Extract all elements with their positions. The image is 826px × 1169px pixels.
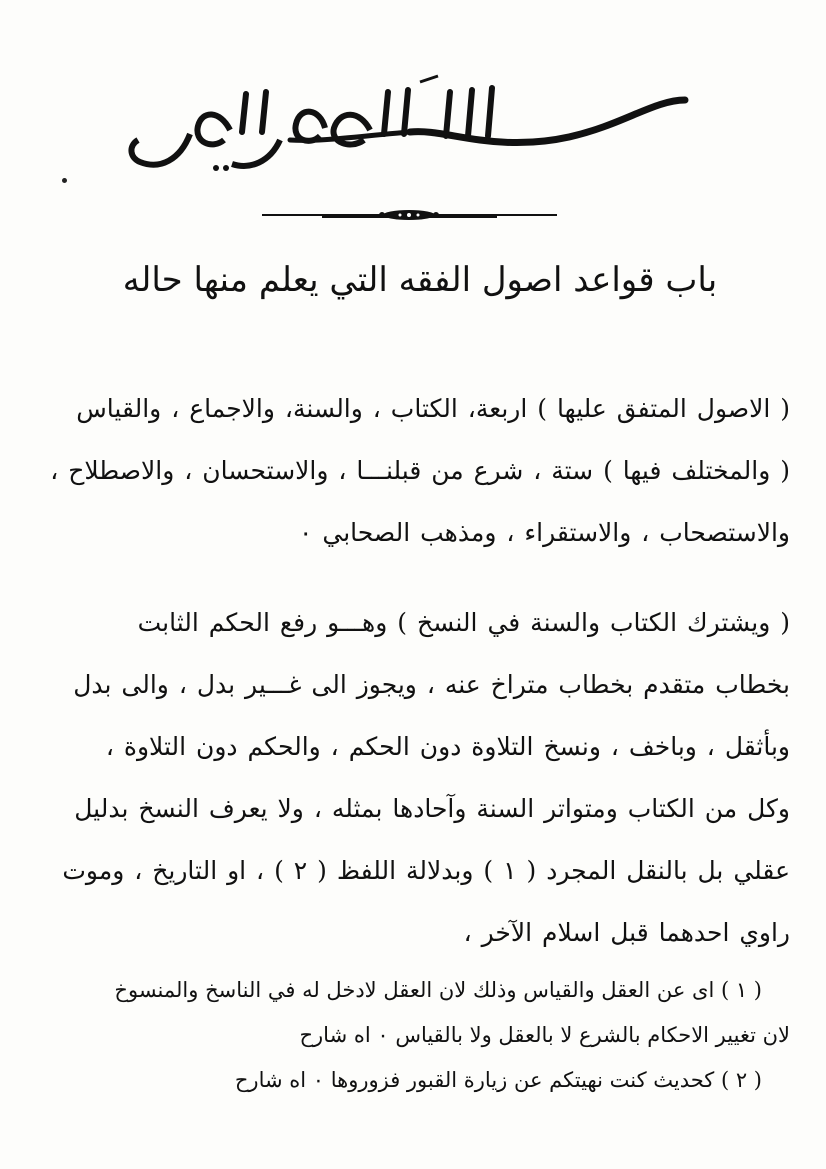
paragraph-line: ( ويشترك الكتاب والسنة في النسخ ) وهـــو رفع الحكم الثابت	[137, 608, 790, 637]
paragraph-line: وكل من الكتاب ومتواتر السنة وآحادها بمثله ، ولا يعرف النسخ بدليل	[74, 794, 790, 823]
basmala-calligraphy	[120, 70, 700, 180]
footnote-2: ( ٢ ) كحديث كنت نهيتكم عن زيارة القبور فزوروها ٠ اه شارح	[234, 1068, 762, 1092]
basmala-calligraphy-image	[120, 70, 700, 180]
paragraph-line: بخطاب متقدم بخطاب متراخ عنه ، ويجوز الى غـــير بدل ، والى بدل	[73, 670, 790, 699]
stray-dot	[62, 178, 67, 183]
paragraph-line: ( الاصول المتفق عليها ) اربعة، الكتاب ، والسنة، والاجماع ، والقياس	[76, 394, 790, 423]
paragraph-line: والاستصحاب ، والاستقراء ، ومذهب الصحابي ٠	[298, 518, 790, 547]
paragraph-line: وبأثقل ، وباخف ، ونسخ التلاوة دون الحكم ، والحكم دون التلاوة ،	[105, 732, 790, 761]
footnote-1-continuation: لان تغيير الاحكام بالشرع لا بالعقل ولا بالقياس ٠ اه شارح	[299, 1023, 790, 1047]
ornamental-divider	[262, 206, 557, 224]
paragraph-line: ( والمختلف فيها ) ستة ، شرع من قبلنـــا ، والاستحسان ، والاصطلاح ،	[50, 456, 790, 485]
footnote-1: ( ١ ) اى عن العقل والقياس وذلك لان العقل لادخل له في الناسخ والمنسوخ	[114, 978, 762, 1002]
paragraph-line: راوي احدهما قبل اسلام الآخر ،	[463, 918, 790, 947]
chapter-title: باب قواعد اصول الفقه التي يعلم منها حاله	[122, 260, 718, 300]
paragraph-abrogation	[48, 592, 790, 964]
ornamental-divider-image	[262, 206, 557, 224]
paragraph-line: عقلي بل بالنقل المجرد ( ١ ) وبدلالة اللفظ ( ٢ ) ، او التاريخ ، وموت	[62, 856, 790, 885]
footnotes	[48, 968, 790, 1103]
paragraph-principles	[48, 378, 790, 564]
